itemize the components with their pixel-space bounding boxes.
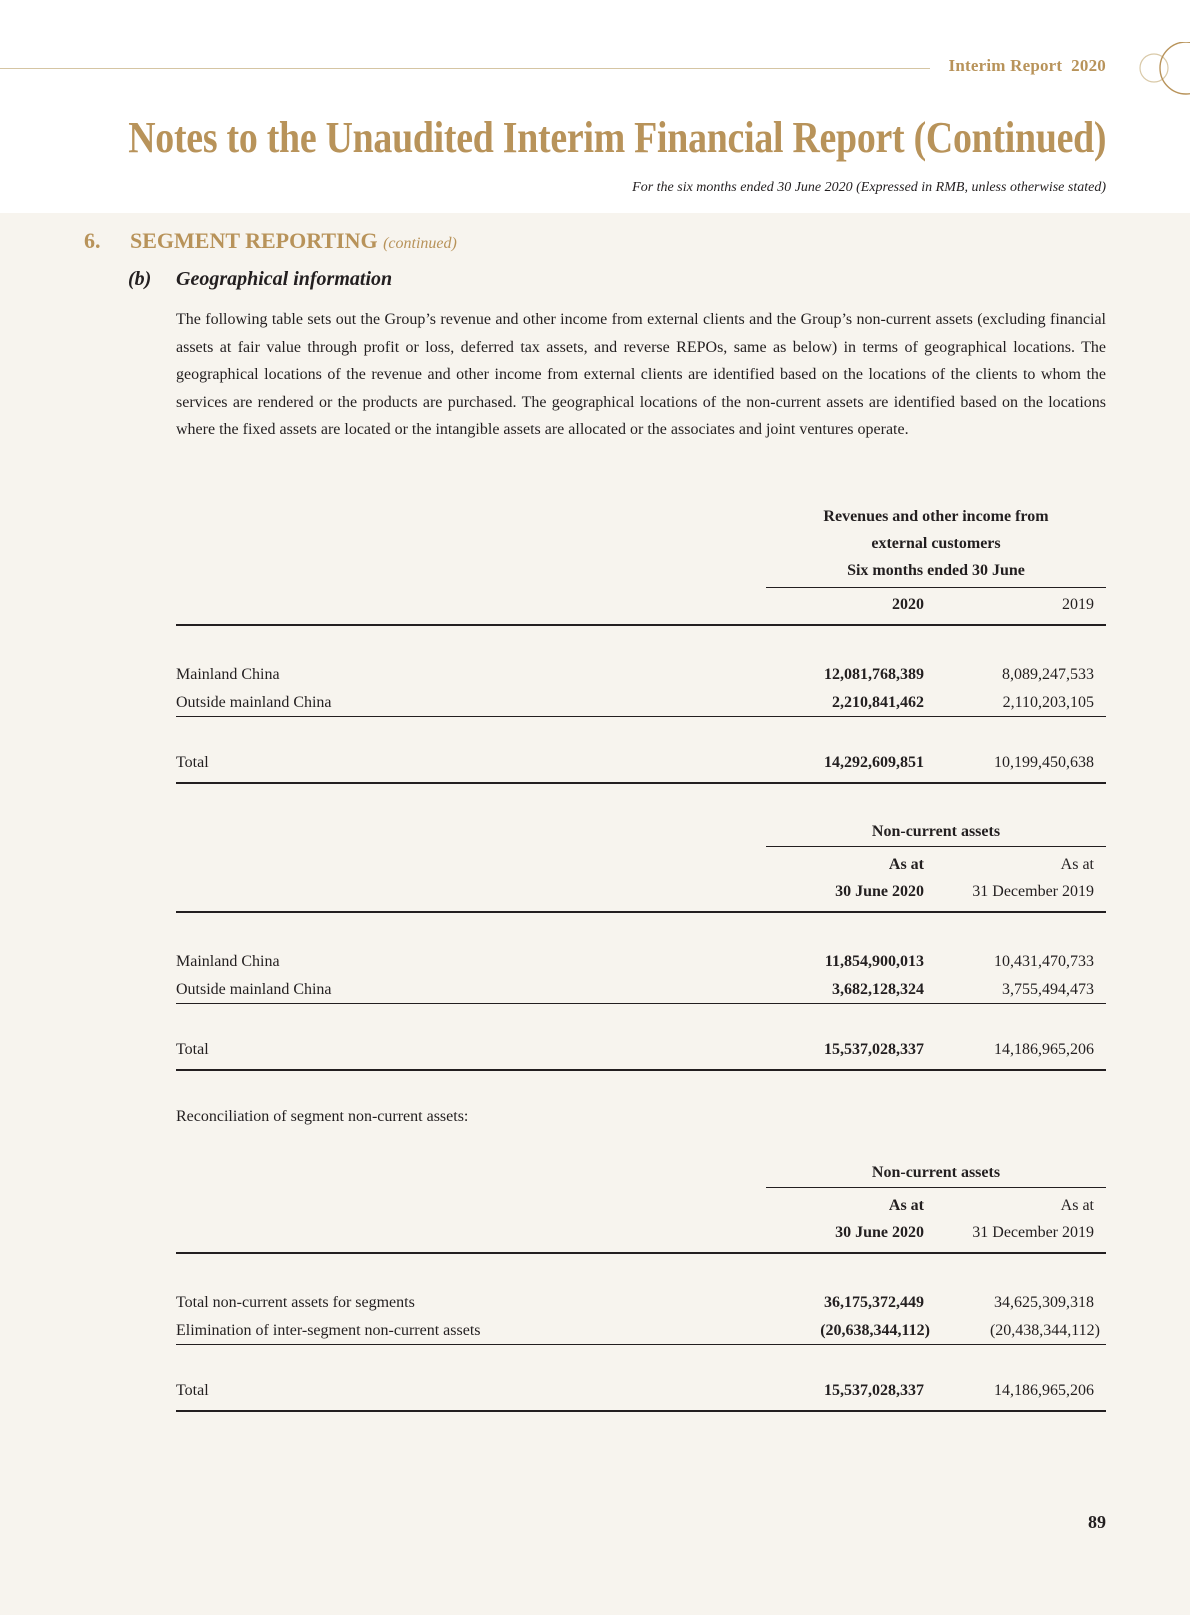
- subsection-heading: [128, 268, 392, 291]
- row-value-2020: 11,854,900,013: [824, 953, 924, 970]
- divider: [176, 624, 1106, 626]
- divider: [176, 911, 1106, 913]
- page-number: 89: [1088, 1512, 1106, 1532]
- row-label: Total non-current assets for segments: [176, 1294, 415, 1311]
- total-value-2019: 14,186,965,206: [994, 1041, 1094, 1058]
- column-header-2020: 2020: [892, 596, 924, 613]
- column-header-2019: As at: [1060, 856, 1094, 873]
- report-label: Interim Report 2020: [948, 56, 1106, 75]
- divider: [176, 1003, 1106, 1004]
- divider: [176, 1069, 1106, 1071]
- column-header-2019: 31 December 2019: [972, 883, 1094, 900]
- divider: [766, 1187, 1106, 1188]
- row-label: Elimination of inter-segment non-current assets: [176, 1322, 481, 1339]
- row-value-2020: 12,081,768,389: [824, 666, 924, 683]
- row-value-2019: (20,438,344,112): [989, 1322, 1100, 1339]
- total-label: Total: [176, 1382, 209, 1399]
- table-header: external customers: [871, 535, 1001, 552]
- table-header: Non-current assets: [871, 1164, 1001, 1181]
- row-label: Mainland China: [176, 666, 280, 683]
- divider: [176, 782, 1106, 784]
- row-value-2020: 2,210,841,462: [832, 694, 924, 711]
- column-header-2019: 31 December 2019: [972, 1224, 1094, 1241]
- total-value-2020: 15,537,028,337: [824, 1382, 924, 1399]
- section-heading: [84, 228, 457, 254]
- decorative-circles-icon: [1138, 42, 1190, 107]
- page-subtitle: For the six months ended 30 June 2020 (Expressed in RMB, unless otherwise stated): [632, 180, 1106, 195]
- row-label: Outside mainland China: [176, 981, 332, 998]
- reconciliation-label: Reconciliation of segment non-current assets:: [176, 1108, 469, 1125]
- total-value-2019: 14,186,965,206: [994, 1382, 1094, 1399]
- subsection-title: Geographical information: [176, 268, 393, 290]
- divider: [176, 1252, 1106, 1254]
- column-header-2020: As at: [888, 1197, 924, 1214]
- divider: [176, 1344, 1106, 1345]
- total-label: Total: [176, 754, 209, 771]
- column-header-2020: As at: [888, 856, 924, 873]
- page-title: Notes to the Unaudited Interim Financial Report (Continued): [127, 113, 1106, 162]
- table-header: Six months ended 30 June: [847, 562, 1025, 579]
- column-header-2019: As at: [1060, 1197, 1094, 1214]
- total-value-2019: 10,199,450,638: [994, 754, 1094, 771]
- row-value-2020: 3,682,128,324: [832, 981, 924, 998]
- table-header: Non-current assets: [871, 823, 1001, 840]
- column-header-2020: 30 June 2020: [835, 883, 924, 900]
- intro-paragraph: The following table sets out the Group’s revenue and other income from external clients and the Group’s non-current assets (excluding financial assets at fair value through profit or loss, deferred tax assets, and reverse REPOs, same as below) in terms of geographical locations. The geographical locations of the revenue and other income from external clients are identified based on the locations of the clients to whom the services are rendered or the products are purchased. The geographical locations of the non-current assets are identified based on the locations where the fixed assets are located or the intangible assets are allocated or the associates and joint ventures operate.: [176, 311, 1106, 439]
- row-value-2019: 8,089,247,533: [1002, 666, 1094, 683]
- section-number: 6.: [84, 228, 101, 253]
- row-value-2020: 36,175,372,449: [824, 1294, 924, 1311]
- row-value-2019: 3,755,494,473: [1002, 981, 1094, 998]
- section-continued: (continued): [383, 235, 457, 252]
- table-header: Revenues and other income from: [823, 508, 1049, 525]
- column-header-2020: 30 June 2020: [835, 1224, 924, 1241]
- total-value-2020: 15,537,028,337: [824, 1041, 924, 1058]
- row-value-2020: (20,638,344,112): [820, 1322, 930, 1339]
- row-value-2019: 2,110,203,105: [1002, 694, 1094, 711]
- section-title: SEGMENT REPORTING: [130, 228, 378, 253]
- column-header-2019: 2019: [1062, 596, 1094, 613]
- row-label: Outside mainland China: [176, 694, 332, 711]
- row-value-2019: 10,431,470,733: [994, 953, 1094, 970]
- divider: [766, 587, 1106, 588]
- total-value-2020: 14,292,609,851: [824, 754, 924, 771]
- total-label: Total: [176, 1041, 209, 1058]
- subsection-letter: (b): [128, 268, 152, 290]
- row-label: Mainland China: [176, 953, 280, 970]
- divider: [176, 716, 1106, 717]
- row-value-2019: 34,625,309,318: [994, 1294, 1094, 1311]
- divider: [176, 1410, 1106, 1412]
- header-divider: [0, 68, 930, 69]
- divider: [766, 846, 1106, 847]
